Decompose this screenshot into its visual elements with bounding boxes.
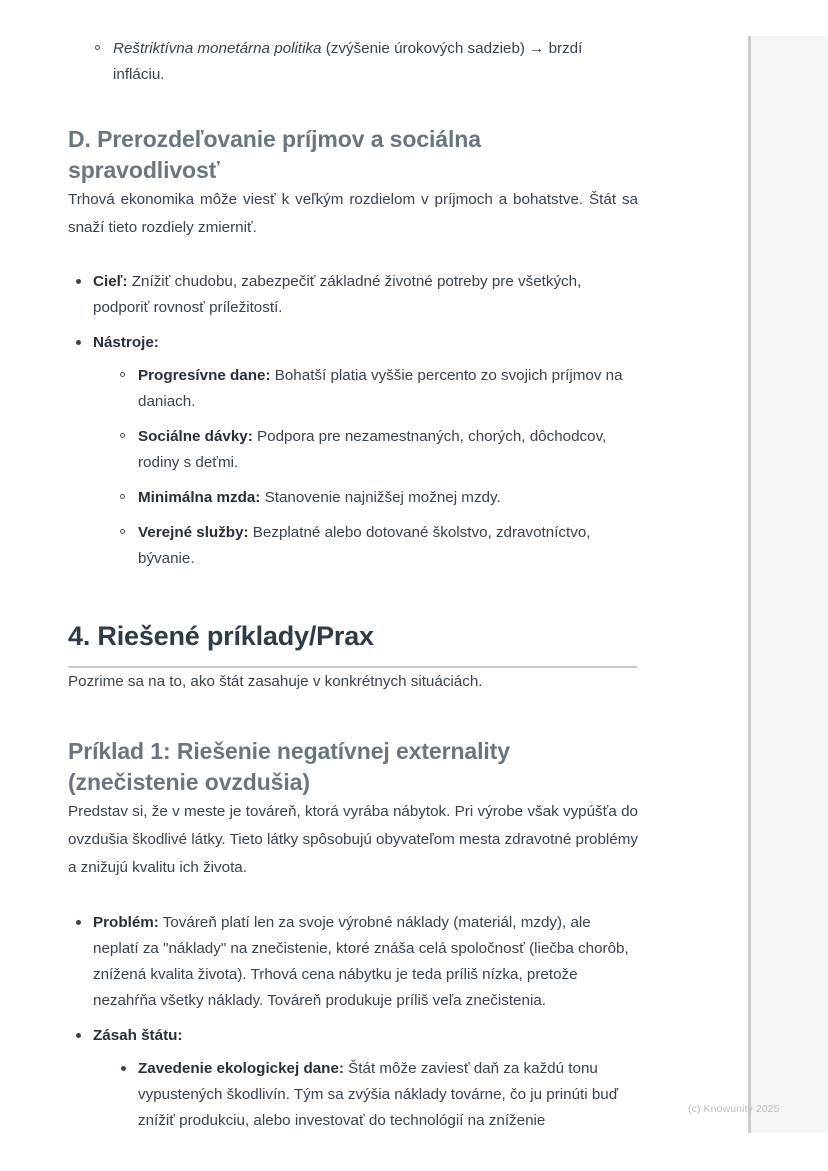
list-item (111, 363, 638, 415)
list-item-label: Cieľ: (93, 273, 128, 290)
continued-sublist (86, 36, 638, 88)
list-item-text: Štát môže zaviesť daň za každú tonu vypustených škodlivín. Tým sa zvýšia náklady továrne, čo ju prinúti buď znížiť produkciu, alebo investovať do technológií na zníženie (138, 1060, 619, 1129)
list-item-text: Stanovenie najnižšej možnej mzdy. (260, 489, 501, 506)
document-content-column (68, 0, 638, 1143)
section-d-list (68, 269, 638, 572)
section-4-intro-paragraph: Pozrime sa na to, ako štát zasahuje v konkrétnych situáciách. (68, 673, 483, 690)
list-item (111, 424, 638, 476)
list-item-emphasis: Reštriktívna monetárna politika (113, 40, 322, 57)
list-item-label: Minimálna mzda: (138, 489, 261, 506)
list-item-text: Bezplatné alebo dotované školstvo, zdravotníctvo, bývanie. (138, 524, 591, 567)
list-item (68, 269, 638, 321)
list-item-text: Továreň platí len za svoje výrobné náklady (materiál, mzdy), ale neplatí za "náklady" na znečistenie, ktoré znáša celá spoločnosť (liečba chorôb, znížená kvalita života). Trhová cena nábytku je teda príliš nízka, pretože nezahŕňa všetky náklady. Továreň produkuje príliš veľa znečistenia. (93, 914, 629, 1009)
list-item-text: (zvýšenie úrokových sadzieb) → brzdí infláciu. (113, 40, 583, 83)
list-item-label: Zásah štátu: (93, 1027, 183, 1044)
example-1-paragraph: Predstav si, že v meste je továreň, ktorá vyrába nábytok. Pri výrobe však vypúšťa do ovzdušia škodlivé látky. Tieto látky spôsobujú obyvateľom mesta zdravotné problémy a znižujú kvalitu ich života. (68, 803, 638, 876)
list-item (111, 485, 638, 511)
section-d-sublist (111, 363, 638, 572)
list-item-label: Progresívne dane: (138, 367, 271, 384)
list-item-label: Sociálne dávky: (138, 428, 253, 445)
example-1-list (68, 910, 638, 1134)
list-item (86, 36, 638, 88)
section-4-heading: 4. Riešené príklady/Prax (68, 621, 374, 651)
list-item (111, 520, 638, 572)
list-item-text: Podpora pre nezamestnaných, chorých, dôchodcov, rodiny s deťmi. (138, 428, 607, 471)
list-item-label: Zavedenie ekologickej dane: (138, 1060, 344, 1077)
list-item-label: Verejné služby: (138, 524, 249, 541)
copyright-watermark: (c) Knowunity 2025 (688, 1103, 780, 1115)
section-d-heading: D. Prerozdeľovanie príjmov a sociálna spravodlivosť (68, 126, 481, 183)
list-item (68, 910, 638, 1014)
list-item (111, 1056, 638, 1134)
section-d-intro-paragraph: Trhová ekonomika môže viesť k veľkým rozdielom v príjmoch a bohatstve. Štát sa snaží tieto rozdiely zmierniť. (68, 191, 638, 236)
list-item-label: Problém: (93, 914, 159, 931)
example-1-sublist (111, 1056, 638, 1134)
list-item-text: Znížiť chudobu, zabezpečiť základné životné potreby pre všetkých, podporiť rovnosť príležitostí. (93, 273, 582, 316)
right-side-panel (748, 36, 828, 1133)
list-item (68, 1023, 638, 1134)
list-item (68, 330, 638, 572)
example-1-heading: Príklad 1: Riešenie negatívnej externality (znečistenie ovzdušia) (68, 738, 510, 795)
list-item-label: Nástroje: (93, 334, 159, 351)
list-item-text: Bohatší platia vyššie percento zo svojich príjmov na daniach. (138, 367, 623, 410)
